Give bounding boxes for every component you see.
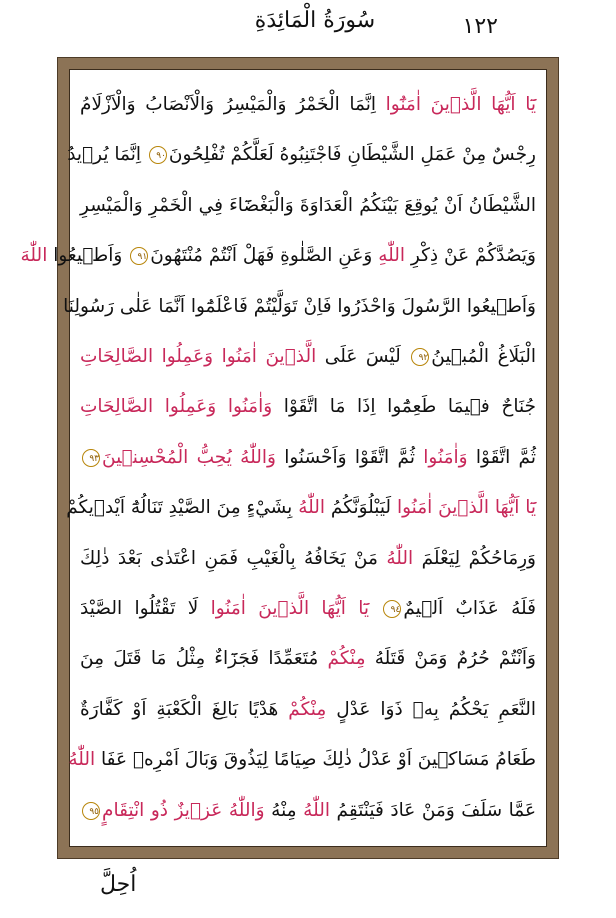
text-line: [80, 637, 536, 681]
verse-text: الْبَلَاغُ الْمُب۪ينُ: [431, 346, 537, 367]
verse-text: وَيَصُدَّكُمْ عَنْ ذِكْرِ: [405, 245, 536, 267]
highlighted-text: اللّٰهِ: [378, 245, 406, 267]
text-line: [63, 285, 536, 329]
verse-text: بِشَيْءٍ مِنَ الصَّيْدِ تَنَالُهُٓ اَيْد۪يكُمْ: [66, 497, 299, 519]
highlighted-text: وَاٰمَنُوا: [423, 446, 468, 468]
highlighted-text: الَّذ۪ينَ اٰمَنُوا وَعَمِلُوا الصَّالِحَاتِ: [80, 346, 317, 367]
verse-text: فَلَهُ عَذَابٌ اَل۪يمٌ: [403, 598, 536, 619]
verse-text: وَاَنْتُمْ حُرُمٌ وَمَنْ قَتَلَهُ: [365, 648, 536, 670]
text-line: [80, 587, 536, 631]
surah-title: سُورَةُ الْمَائِدَةِ: [254, 8, 376, 33]
verse-text: ثُمَّ اتَّقَوْا: [467, 446, 537, 468]
ayah-number-marker: ٩٥: [82, 802, 100, 820]
page-number: ١٢٢: [462, 14, 498, 39]
verse-text: وَرِمَاحُكُمْ لِيَعْلَمَ: [413, 547, 536, 569]
verse-text: وَاَط۪يعُوا الرَّسُولَ وَاحْذَرُوا فَاِنْ تَوَلَّيْتُمْ فَاعْلَمُٓوا اَنَّمَا عَلٰى رَسُولِنَا: [63, 295, 536, 317]
highlighted-text: وَاٰمَنُوا وَعَمِلُوا الصَّالِحَاتِ: [80, 396, 273, 418]
highlighted-text: اللّٰهُ: [68, 749, 96, 771]
verse-text: وَاَط۪يعُوا: [47, 245, 129, 267]
verse-text: اِنَّمَا الْخَمْرُ وَالْمَيْسِرُ وَالْاَنْصَابُ وَالْاَزْلَامُ: [80, 94, 386, 115]
text-line: [67, 133, 536, 177]
verse-text: الشَّيْطَانُ اَنْ يُوقِعَ بَيْنَكُمُ الْعَدَاوَةَ وَالْبَغْضَٓاءَ فِي الْخَمْرِ وَالْمَيْسِرِ: [80, 194, 536, 216]
verse-text: عَمَّا سَلَفَ وَمَنْ عَادَ فَيَنْتَقِمُ: [329, 799, 537, 821]
verse-text: جُنَاحٌ ف۪يمَا طَعِمُٓوا اِذَا مَا اتَّقَوْا: [272, 396, 536, 418]
text-line: [80, 184, 536, 228]
verse-text: رِجْسٌ مِنْ عَمَلِ الشَّيْطَانِ فَاجْتَنِبُوهُ لَعَلَّكُمْ تُفْلِحُونَ: [168, 144, 536, 166]
highlighted-text: اللّٰهُ: [303, 799, 330, 821]
ayah-number-marker: ٩٤: [383, 600, 401, 618]
quran-text-panel: [20, 80, 537, 836]
highlighted-text: مِنْكُمْ: [327, 648, 366, 670]
text-line: [80, 688, 536, 732]
verse-text: لَيْسَ عَلَى: [316, 346, 410, 367]
verse-text: مَنْ يَخَافُهُ بِالْغَيْبِ فَمَنِ اعْتَدٰى بَعْدَ ذٰلِكَ: [80, 547, 387, 569]
highlighted-text: وَاللّٰهُ عَز۪يزٌ ذُو انْتِقَامٍ: [102, 799, 265, 821]
ayah-number-marker: ٩١: [130, 247, 148, 265]
text-line: [80, 83, 536, 127]
text-line: [66, 486, 536, 530]
verse-text: طَعَامُ مَسَاك۪ينَ اَوْ عَدْلُ ذٰلِكَ صِيَامًا لِيَذُوقَ وَبَالَ اَمْرِه۪ عَفَا: [95, 749, 536, 771]
highlighted-text: يَٓا اَيُّهَا الَّذ۪ينَ اٰمَنُوا: [210, 598, 369, 619]
ayah-number-marker: ٩٢: [411, 348, 429, 366]
highlighted-text: اللّٰهَ: [20, 245, 48, 267]
verse-text: اِنَّمَا يُر۪يدُ: [67, 144, 147, 166]
text-line: [80, 335, 536, 379]
highlighted-text: اللّٰهُ: [298, 497, 326, 519]
text-line: [80, 789, 536, 833]
verse-text: مِنْهُ: [264, 799, 304, 821]
text-line: [80, 385, 536, 429]
catchword: اُحِلَّ: [100, 872, 137, 897]
highlighted-text: مِنْكُمْ: [288, 698, 327, 720]
verse-text: [369, 598, 381, 619]
page-header: [0, 0, 616, 56]
verse-text: لَيَبْلُوَنَّكُمُ: [325, 497, 397, 519]
verse-text: مُتَعَمِّدًا فَجَزَٓاءٌ مِثْلُ مَا قَتَلَ مِنَ: [80, 648, 328, 670]
text-line: [68, 738, 536, 782]
verse-text: وَعَنِ الصَّلٰوةِ فَهَلْ اَنْتُمْ مُنْتَهُونَ: [150, 245, 379, 267]
highlighted-text: يَٓا اَيُّهَا الَّذ۪ينَ اٰمَنُوا: [396, 497, 536, 519]
highlighted-text: وَاللّٰهُ يُحِبُّ الْمُحْسِن۪ينَ: [102, 446, 276, 468]
text-line: [80, 436, 536, 480]
verse-text: لَا تَقْتُلُوا الصَّيْدَ: [80, 598, 211, 619]
text-line: [20, 234, 536, 278]
verse-text: هَدْيًا بَالِغَ الْكَعْبَةِ اَوْ كَفَّارَةٌ: [80, 698, 289, 720]
text-line: [80, 537, 536, 581]
highlighted-text: يَٓا اَيُّهَا الَّذ۪ينَ اٰمَنُٓوا: [385, 94, 537, 115]
verse-text: ثُمَّ اتَّقَوْا وَاَحْسَنُوا: [275, 446, 424, 468]
verse-text: النَّعَمِ يَحْكُمُ بِه۪ ذَوَا عَدْلٍ: [326, 698, 536, 720]
ayah-number-marker: ٩٣: [82, 449, 100, 467]
highlighted-text: اللّٰهُ: [386, 547, 414, 569]
ayah-number-marker: ٩٠: [149, 146, 167, 164]
